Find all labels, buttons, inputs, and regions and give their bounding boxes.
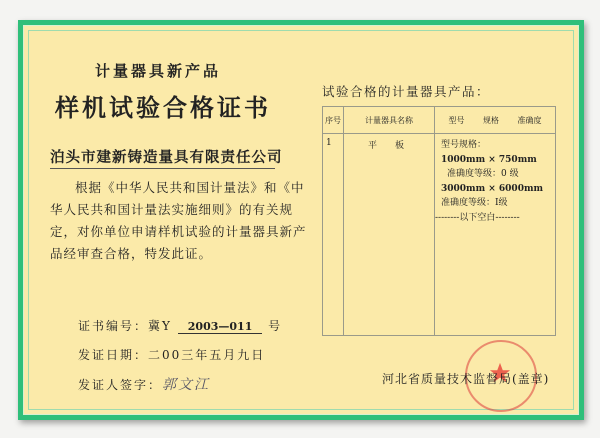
header-accuracy: 准确度 <box>517 115 542 125</box>
row-no: 1 <box>323 134 344 336</box>
header-name: 计量器具名称 <box>344 107 435 134</box>
header-model: 型号 <box>448 115 465 125</box>
spec-line: 1000mm × 750mm <box>441 154 537 165</box>
signature: 郭文江 <box>162 377 211 393</box>
cert-no-suffix: 号 <box>268 319 283 333</box>
title-line1: 计量器具新产品 <box>95 62 222 80</box>
issuer: 河北省质量技术监督局(盖章) <box>382 372 550 386</box>
company-underline <box>50 168 275 169</box>
table-header <box>323 107 556 134</box>
body-text: 根据《中华人民共和国计量法》和《中华人民共和国计量法实施细则》的有关规定，对你单位申请样机试验的计量器具新产品经审查合格，特发此证。 <box>50 180 307 261</box>
spec-line: 型号规格： <box>441 140 487 150</box>
row-spec <box>435 134 556 336</box>
row-name: 平 板 <box>344 134 435 336</box>
cert-no-label: 证书编号：冀Y <box>78 319 172 333</box>
products-table <box>322 106 556 336</box>
company-name: 泊头市建新铸造量具有限责任公司 <box>50 149 283 166</box>
spec-line: --------以下空白-------- <box>435 212 520 223</box>
date-label: 发证日期： <box>78 348 149 362</box>
signer-label: 发证人签字： <box>78 378 163 392</box>
date-value: 二00三年五月九日 <box>148 348 266 362</box>
spec-line: 准确度等级：Ⅰ级 <box>441 198 508 208</box>
certificate-number <box>78 317 282 334</box>
header-model-spec-accuracy <box>435 107 556 134</box>
header-no: 序号 <box>323 107 344 134</box>
spec-line: 3000mm × 6000mm <box>441 183 543 194</box>
products-title: 试验合格的计量器具产品： <box>322 84 491 99</box>
signer <box>78 374 210 394</box>
certificate-title: 样机试验合格证书 <box>55 94 271 122</box>
spec-line: 准确度等级：0 级 <box>447 169 519 179</box>
cert-no-value: 2003—011 <box>178 320 263 334</box>
table-row <box>323 134 556 336</box>
header-spec: 规格 <box>483 115 499 125</box>
issue-date <box>78 346 265 363</box>
